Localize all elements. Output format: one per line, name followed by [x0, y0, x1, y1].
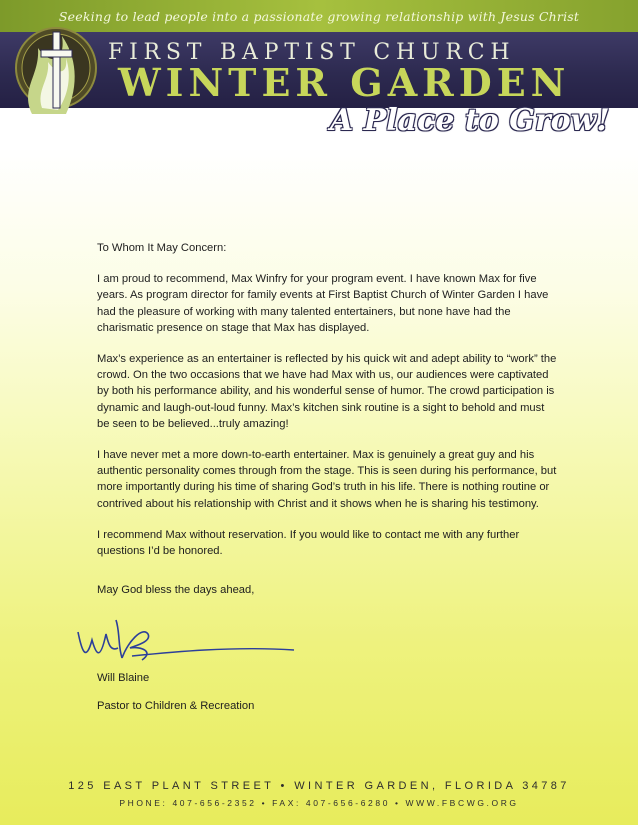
closing: May God bless the days ahead, [97, 584, 255, 596]
paragraph-2: Max’s experience as an entertainer is reflected by his quick wit and adept ability to “work” the crowd. On the two occasions that we have had Max with us, our audiences were captivated by both his performance ability, and his wonderful sense of humor. The crowd participation is dynamic and laugh-out-loud funny. Max’s kitchen sink routine is a sight to behold and must be seen to be believed...truly amazing! [97, 353, 557, 430]
paragraph-1: I am proud to recommend, Max Winfry for your program event. I have known Max for five years. As program director for family events at First Baptist Church of Winter Garden I have had the pleasure of working with many talented entertainers, but none have had the charismatic presence on stage that Max has displayed. [97, 273, 549, 334]
letterhead [0, 0, 638, 150]
church-name: FIRST BAPTIST CHURCH [108, 40, 516, 65]
signer-name: Will Blaine [97, 672, 150, 684]
cross-torch-icon [10, 18, 100, 124]
paragraph-4: I recommend Max without reservation. If you would like to contact me with any further questions I’d be honored. [97, 528, 520, 558]
tagline: Seeking to lead people into a passionate growing relationship with Jesus Christ [58, 8, 580, 24]
footer-address: 125 EAST PLANT STREET • WINTER GARDEN, FLORIDA 34787 [68, 780, 570, 792]
city-name: WINTER GARDEN [118, 60, 571, 105]
signer-title: Pastor to Children & Recreation [97, 700, 255, 712]
footer-contact: PHONE: 407-656-2352 • FAX: 407-656-6280 • WWW.FBCWG.ORG [119, 798, 519, 808]
letter-body [97, 240, 557, 574]
paragraph-3: I have never met a more down-to-earth entertainer. Max is genuinely a great guy and his authentic personality comes through from the stage. This is seen during his performance, but more importantly during his time of sharing God’s truth in his life. There is nothing routine or contrived about his relationship with Christ and it shows when he is sharing his testimony. [97, 449, 557, 510]
signature [72, 612, 302, 672]
slogan: A Place to Grow! [330, 103, 610, 138]
salutation: To Whom It May Concern: [97, 242, 227, 254]
